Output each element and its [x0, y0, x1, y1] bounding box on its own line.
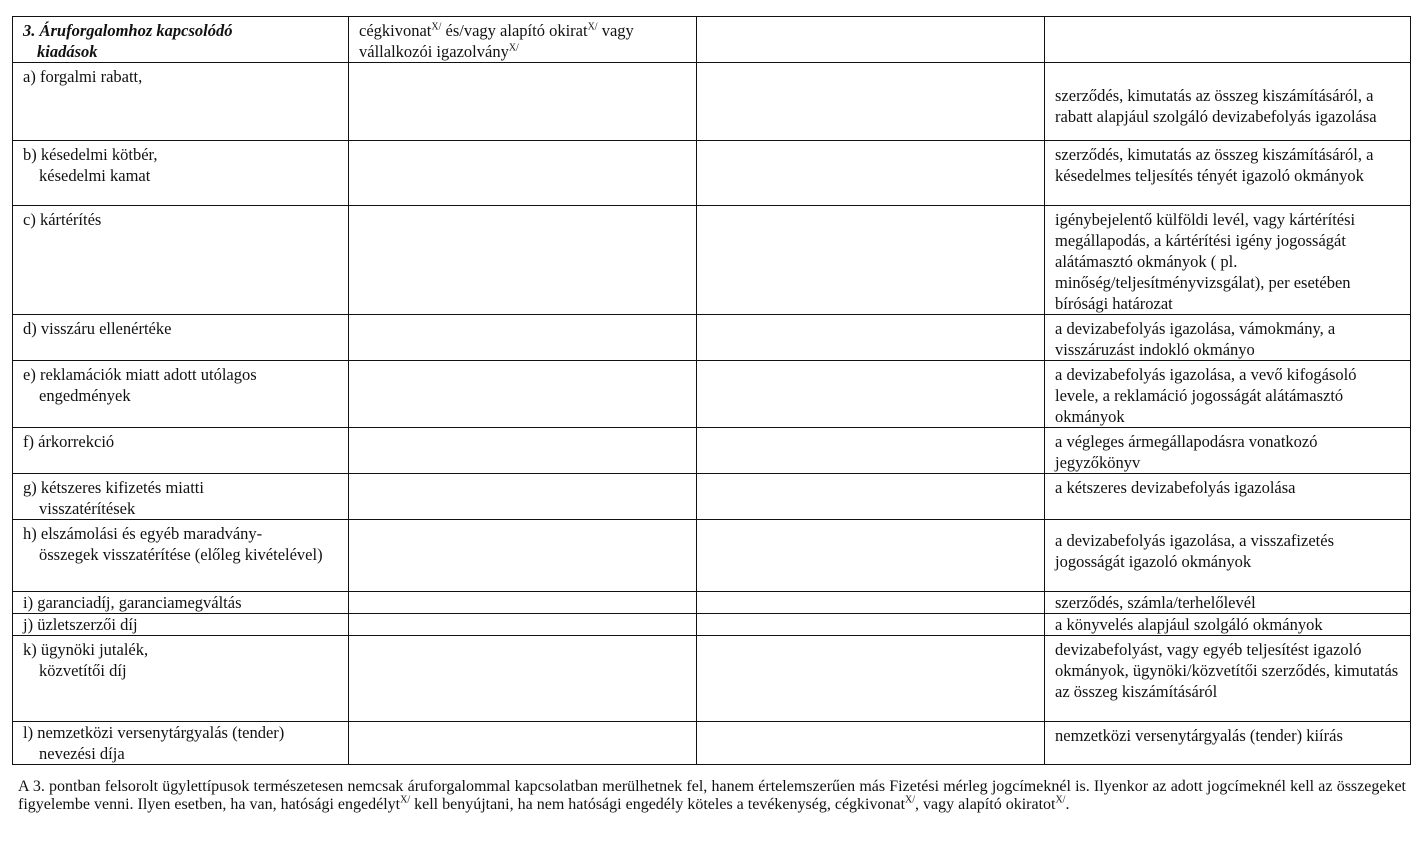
- table-header-row: [13, 17, 1411, 63]
- empty-cell: [697, 63, 1045, 141]
- footnote-sup-a: X/: [400, 794, 411, 806]
- empty-cell: [697, 474, 1045, 520]
- row-label-cell: [13, 474, 349, 520]
- empty-cell: [349, 206, 697, 315]
- row-docs: igénybejelentő külföldi levél, vagy kártérítési megállapodás, a kártérítési igény jogosságát alátámasztó okmányok ( pl. minőség/teljesítményvizsgálat), per esetében bírósági határozat: [1055, 210, 1356, 313]
- empty-cell: [697, 592, 1045, 614]
- header-empty-cell: [697, 17, 1045, 63]
- expense-documents-table: [12, 16, 1411, 765]
- header-documents-cell: [349, 17, 697, 63]
- footnote-text-b: kell benyújtani, ha nem hatósági engedély köteles a tevékenység, cégkivonat: [410, 796, 906, 813]
- row-label: h) elszámolási és egyéb maradvány-: [23, 524, 263, 543]
- empty-cell: [697, 141, 1045, 206]
- row-label-cell: [13, 428, 349, 474]
- empty-cell: [349, 520, 697, 592]
- section-title: [23, 21, 233, 61]
- row-docs: a devizabefolyás igazolása, a vevő kifogásoló levele, a reklamáció jogosságát alátámasztó okmányok: [1055, 365, 1357, 426]
- empty-cell: [349, 592, 697, 614]
- row-label: i) garanciadíj, garanciamegváltás: [23, 593, 242, 612]
- table-row: [13, 592, 1411, 614]
- empty-cell: [697, 315, 1045, 361]
- row-docs: a devizabefolyás igazolása, a visszafizetés jogosságát igazoló okmányok: [1055, 531, 1334, 571]
- footnote-text-c: , vagy alapító okiratot: [915, 796, 1056, 813]
- row-docs-cell: [1045, 592, 1411, 614]
- footnote-text-d: .: [1065, 796, 1070, 813]
- header-text-d: vállalkozói igazolvány: [359, 42, 509, 61]
- row-label-cell: [13, 592, 349, 614]
- row-label-continued: közvetítői díj: [39, 661, 127, 680]
- empty-cell: [349, 315, 697, 361]
- row-docs: a végleges ármegállapodásra vonatkozó jegyzőkönyv: [1055, 432, 1318, 472]
- row-label-continued: visszatérítések: [39, 499, 136, 518]
- table-row: [13, 141, 1411, 206]
- row-docs-cell: [1045, 474, 1411, 520]
- row-label-continued: késedelmi kamat: [39, 166, 151, 185]
- row-label-continued: engedmények: [39, 386, 131, 405]
- empty-cell: [697, 722, 1045, 765]
- row-label: e) reklamációk miatt adott utólagos: [23, 365, 257, 384]
- row-docs-cell: [1045, 428, 1411, 474]
- row-label-cell: [13, 361, 349, 428]
- row-label-continued: nevezési díja: [39, 744, 125, 763]
- header-sup-c: X/: [508, 42, 519, 54]
- row-docs-cell: [1045, 361, 1411, 428]
- header-title-cell: [13, 17, 349, 63]
- empty-cell: [349, 361, 697, 428]
- row-docs-cell: [1045, 722, 1411, 765]
- row-label-cell: [13, 63, 349, 141]
- row-label: j) üzletszerzői díj: [23, 615, 138, 634]
- table-row: [13, 614, 1411, 636]
- empty-cell: [697, 614, 1045, 636]
- footnote-sup-b: X/: [905, 794, 916, 806]
- row-docs-cell: [1045, 636, 1411, 722]
- row-docs: a devizabefolyás igazolása, vámokmány, a visszáruzást indokló okmányo: [1055, 319, 1336, 359]
- row-label: l) nemzetközi versenytárgyalás (tender): [23, 723, 285, 742]
- row-docs-cell: [1045, 206, 1411, 315]
- empty-cell: [349, 636, 697, 722]
- row-label-continued: összegek visszatérítése (előleg kivételével): [39, 545, 323, 564]
- header-text-c: vagy: [597, 21, 634, 40]
- section-title-line2: kiadások: [37, 42, 98, 61]
- row-label-cell: [13, 636, 349, 722]
- row-label: k) ügynöki jutalék,: [23, 640, 149, 659]
- table-row: [13, 206, 1411, 315]
- section-title-line1: 3. Áruforgalomhoz kapcsolódó: [23, 21, 233, 40]
- row-label: g) kétszeres kifizetés miatti: [23, 478, 204, 497]
- empty-cell: [349, 63, 697, 141]
- header-text-a: cégkivonat: [359, 21, 432, 40]
- row-docs: devizabefolyást, vagy egyéb teljesítést igazoló okmányok, ügynöki/közvetítői szerződés, kimutatás az összeg kiszámításáról: [1055, 640, 1399, 701]
- header-sup-b: X/: [587, 21, 598, 33]
- row-label: d) visszáru ellenértéke: [23, 319, 172, 338]
- row-docs: szerződés, kimutatás az összeg kiszámításáról, a késedelmes teljesítés tényét igazoló okmányok: [1055, 145, 1374, 185]
- row-docs: a könyvelés alapjául szolgáló okmányok: [1055, 615, 1323, 634]
- empty-cell: [697, 428, 1045, 474]
- row-label: c) kártérítés: [23, 210, 102, 229]
- row-docs: szerződés, számla/terhelőlevél: [1055, 593, 1256, 612]
- row-label-cell: [13, 614, 349, 636]
- row-label: f) árkorrekció: [23, 432, 115, 451]
- header-empty-cell: [1045, 17, 1411, 63]
- empty-cell: [697, 206, 1045, 315]
- empty-cell: [349, 474, 697, 520]
- row-docs-cell: [1045, 614, 1411, 636]
- row-docs: a kétszeres devizabefolyás igazolása: [1055, 478, 1296, 497]
- empty-cell: [349, 722, 697, 765]
- row-label-cell: [13, 722, 349, 765]
- empty-cell: [697, 636, 1045, 722]
- row-docs-cell: [1045, 315, 1411, 361]
- row-docs-cell: [1045, 63, 1411, 141]
- footnote-sup-c: X/: [1055, 794, 1066, 806]
- footnote-paragraph: [18, 778, 1406, 814]
- empty-cell: [349, 141, 697, 206]
- row-label: b) késedelmi kötbér,: [23, 145, 158, 164]
- empty-cell: [349, 428, 697, 474]
- header-sup-a: X/: [431, 21, 442, 33]
- row-label-cell: [13, 141, 349, 206]
- row-label-cell: [13, 206, 349, 315]
- row-label: a) forgalmi rabatt,: [23, 67, 143, 86]
- row-docs-cell: [1045, 520, 1411, 592]
- table-row: [13, 474, 1411, 520]
- table-row: [13, 722, 1411, 765]
- table-row: [13, 361, 1411, 428]
- row-label-cell: [13, 520, 349, 592]
- empty-cell: [697, 361, 1045, 428]
- row-docs: nemzetközi versenytárgyalás (tender) kiírás: [1055, 726, 1343, 745]
- row-label-cell: [13, 315, 349, 361]
- table-row: [13, 636, 1411, 722]
- header-text-b: és/vagy alapító okirat: [441, 21, 588, 40]
- table-row: [13, 520, 1411, 592]
- row-docs: szerződés, kimutatás az összeg kiszámításáról, a rabatt alapjául szolgáló devizabefolyás igazolása: [1055, 86, 1377, 126]
- row-docs-cell: [1045, 141, 1411, 206]
- table-row: [13, 315, 1411, 361]
- table-row: [13, 63, 1411, 141]
- table-row: [13, 428, 1411, 474]
- footnote-text-a: A 3. pontban felsorolt ügylettípusok természetesen nemcsak áruforgalommal kapcsolatban merülhetnek fel, hanem értelemszerűen más Fizetési mérleg jogcímeknél is. Ilyenkor az adott jogcímeknél kell az összegeket figyelembe venni. Ilyen esetben, ha van, hatósági engedélyt: [18, 778, 1406, 813]
- empty-cell: [697, 520, 1045, 592]
- empty-cell: [349, 614, 697, 636]
